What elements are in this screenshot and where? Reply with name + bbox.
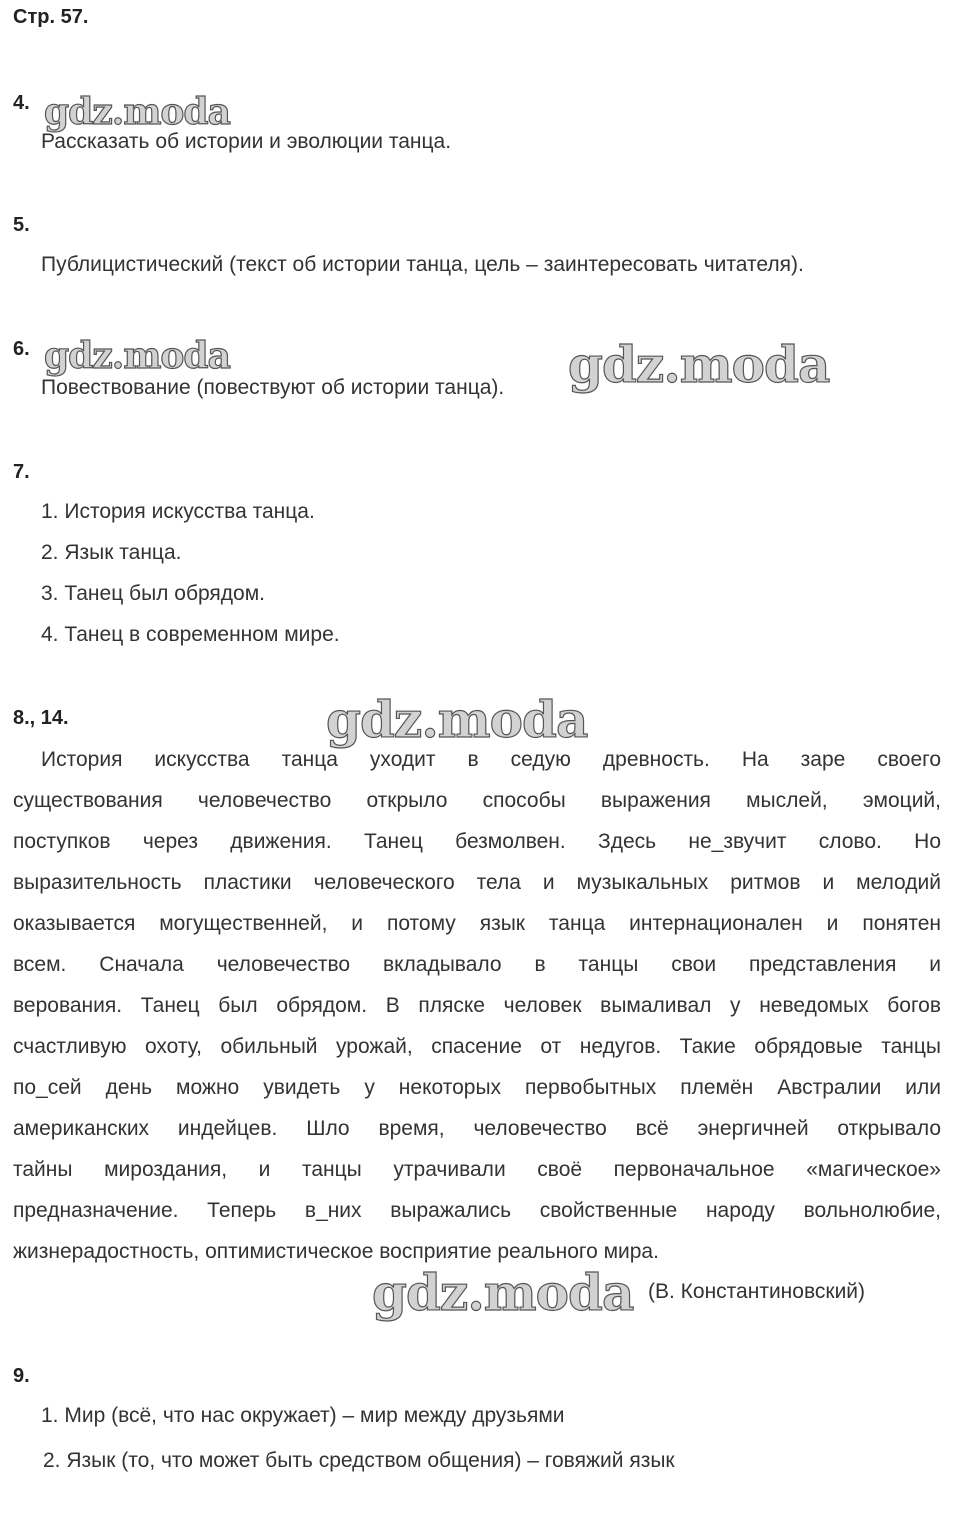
task-6-number: 6. xyxy=(13,338,30,360)
list-item: 1. Мир (всё, что нас окружает) – мир между друзьями xyxy=(41,1404,565,1427)
list-item: 2. Язык танца. xyxy=(41,541,182,564)
list-item: 3. Танец был обрядом. xyxy=(41,582,265,605)
task-9-number: 9. xyxy=(13,1365,30,1387)
task-4-number: 4. xyxy=(13,92,30,114)
paragraph-line: поступков через движения. Танец безмолвен. Здесь не_звучит слово. Но xyxy=(13,830,941,853)
paragraph-line: верования. Танец был обрядом. В пляске человек вымаливал у неведомых богов xyxy=(13,994,941,1017)
page-label: Стр. 57. xyxy=(13,6,89,28)
paragraph-line: оказывается могущественней, и потому язык танца интернационален и понятен xyxy=(13,912,941,935)
list-item: 1. История искусства танца. xyxy=(41,500,315,523)
author-credit: (В. Константиновский) xyxy=(648,1280,866,1303)
list-item: 2. Язык (то, что может быть средством общения) – говяжий язык xyxy=(43,1449,675,1472)
paragraph-line: существования человечество открыло способы выражения мыслей, эмоций, xyxy=(13,789,941,812)
task-6-text: Повествование (повествуют об истории танца). xyxy=(41,376,505,399)
paragraph-line: жизнерадостность, оптимистическое восприятие реального мира. xyxy=(13,1240,659,1263)
paragraph-line: тайны мироздания, и танцы утрачивали своё первоначальное «магическое» xyxy=(13,1158,941,1181)
paragraph-line: счастливую охоту, обильный урожай, спасение от недугов. Такие обрядовые танцы xyxy=(13,1035,941,1058)
paragraph-line: всем. Сначала человечество вкладывало в танцы свои представления и xyxy=(13,953,941,976)
paragraph-line: выразительность пластики человеческого тела и музыкальных ритмов и мелодий xyxy=(13,871,941,894)
watermark-logo: gdz.moda xyxy=(326,690,588,749)
paragraph-line: История искусства танца уходит в седую древность. На заре своего xyxy=(41,748,941,771)
watermark-logo: gdz.moda xyxy=(372,1263,634,1322)
watermark-logo: gdz.moda xyxy=(568,335,830,394)
paragraph-line: по_сей день можно увидеть у некоторых первобытных племён Австралии или xyxy=(13,1076,941,1099)
paragraph-line: предназначение. Теперь в_них выражались свойственные народу вольнолюбие, xyxy=(13,1199,941,1222)
list-item: 4. Танец в современном мире. xyxy=(41,623,340,646)
task-4-text: Рассказать об истории и эволюции танца. xyxy=(41,130,452,153)
watermark-logo: gdz.moda xyxy=(44,91,230,133)
watermark-logo: gdz.moda xyxy=(44,335,230,377)
task-8-number: 8., 14. xyxy=(13,707,69,729)
task-5-number: 5. xyxy=(13,214,30,236)
paragraph-line: американских индейцев. Шло время, человечество всё энергичней открывало xyxy=(13,1117,941,1140)
task-7-number: 7. xyxy=(13,461,30,483)
task-5-text: Публицистический (текст об истории танца, цель – заинтересовать читателя). xyxy=(41,253,804,276)
task-8-paragraph xyxy=(13,739,941,1272)
